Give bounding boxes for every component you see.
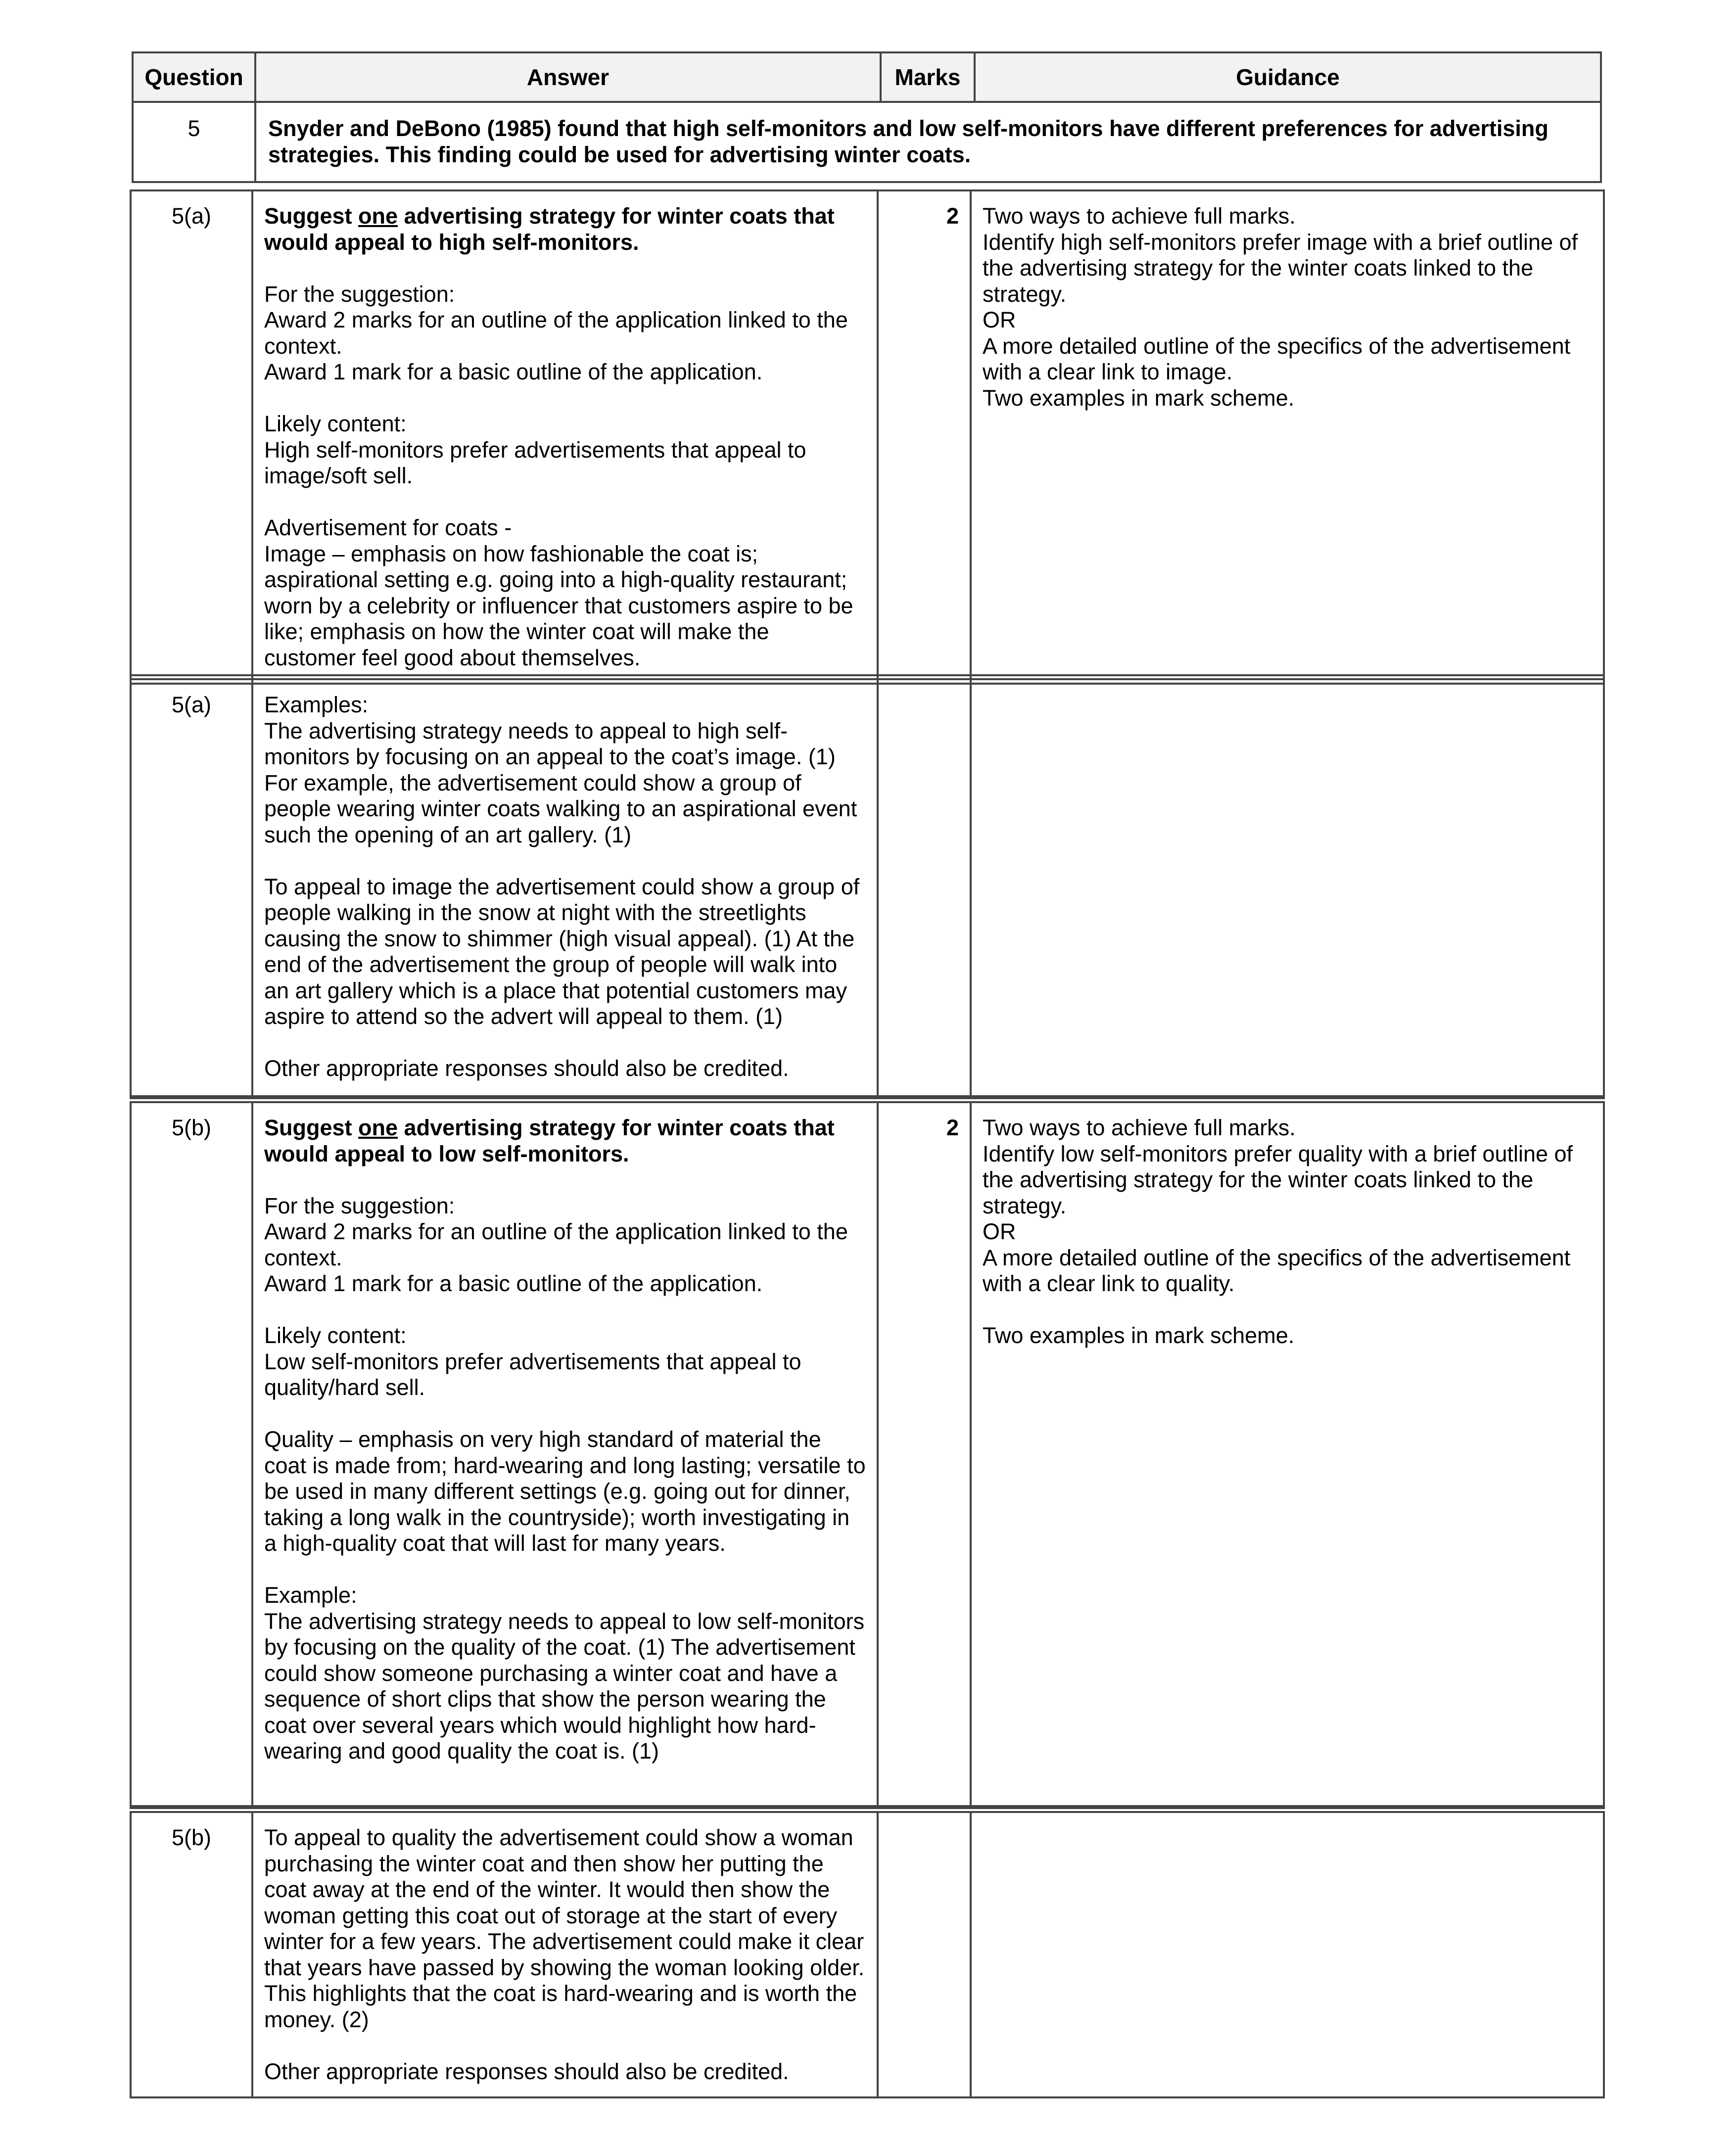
likely-content-text: Low self-monitors prefer advertisements that appeal to quality/hard sell.: [264, 1348, 801, 1400]
intro-question-number: 5: [133, 102, 255, 182]
question-prompt: Suggest one advertising strategy for winter coats that would appeal to low self-monitors.: [264, 1115, 835, 1166]
award-2-text: Award 2 marks for an outline of the application linked to the context.: [264, 1219, 848, 1270]
guidance-line: Two examples in mark scheme.: [983, 1323, 1295, 1348]
suggestion-heading: For the suggestion:: [264, 1193, 455, 1218]
column-header-marks: Marks: [881, 52, 975, 102]
question-label: 5(a): [131, 190, 252, 684]
award-1-text: Award 1 mark for a basic outline of the application.: [264, 359, 763, 384]
award-1-text: Award 1 mark for a basic outline of the application.: [264, 1271, 763, 1296]
section-5a: [130, 189, 1605, 685]
guidance-line: Two ways to achieve full marks.: [983, 203, 1296, 229]
answer-cell: [252, 190, 878, 684]
question-label: 5(a): [131, 677, 252, 1096]
suggestion-heading: For the suggestion:: [264, 281, 455, 307]
guidance-cell: [971, 190, 1604, 684]
guidance-cell: [971, 677, 1604, 1096]
guidance-line: Two ways to achieve full marks.: [983, 1115, 1296, 1140]
guidance-line: Two examples in mark scheme.: [983, 385, 1295, 411]
other-responses-note: Other appropriate responses should also be credited.: [264, 2058, 789, 2084]
header-table: [132, 51, 1602, 183]
intro-stem-text: Snyder and DeBono (1985) found that high self-monitors and low self-monitors have different preferences for advertising strategies. This finding could be used for advertising winter coats.: [255, 102, 1601, 182]
example-heading: Example:: [264, 1582, 357, 1608]
guidance-line: OR: [983, 307, 1016, 332]
guidance-line: A more detailed outline of the specifics of the advertisement with a clear link to image.: [983, 333, 1571, 384]
marks-value: 2: [878, 190, 971, 684]
question-prompt: Suggest one advertising strategy for winter coats that would appeal to high self-monitors.: [264, 203, 835, 255]
example-text: The advertising strategy needs to appeal to high self-monitors by focusing on an appeal to the coat’s image. (1) For example, the advertisement could show a group of people wearing winter coats walking to an aspirational event such the opening of an art gallery. (1): [264, 718, 857, 847]
column-header-answer: Answer: [255, 52, 881, 102]
question-label: 5(b): [131, 1810, 252, 2097]
guidance-line: Identify high self-monitors prefer image with a brief outline of the advertising strategy for the winter coats linked to the strategy.: [983, 229, 1578, 307]
intro-row: [133, 102, 1601, 182]
marks-value: [878, 677, 971, 1096]
answer-cell: [252, 1810, 878, 2097]
table-row: [131, 190, 1604, 684]
answer-cell: [252, 1100, 878, 1806]
table-row: [131, 677, 1604, 1096]
question-label: 5(b): [131, 1100, 252, 1806]
example-text: To appeal to quality the advertisement could show a woman purchasing the winter coat and then show her putting the coat away at the end of the winter. It would then show the woman getting this coat out of storage at the start of every winter for a few years. The advertisement could make it clear that years have passed by showing the woman looking older. This highlights that the coat is hard-wearing and is worth the money. (2): [264, 1825, 865, 2032]
section-5b: [130, 1097, 1605, 1807]
award-2-text: Award 2 marks for an outline of the application linked to the context.: [264, 307, 848, 359]
section-5b-continued: [130, 1807, 1605, 2098]
column-header-question: Question: [133, 52, 255, 102]
section-5a-continued: [130, 674, 1605, 1097]
example-text: The advertising strategy needs to appeal to low self-monitors by focusing on the quality of the coat. (1) The advertisement could show someone purchasing a winter coat and have a sequence of short clips that show the person wearing the coat over several years which would highlight how hard-wearing and good quality the coat is. (1): [264, 1608, 865, 1764]
guidance-line: OR: [983, 1219, 1016, 1244]
likely-content-heading: Likely content:: [264, 411, 407, 436]
marks-value: 2: [878, 1100, 971, 1806]
table-row: [131, 1100, 1604, 1806]
marks-value: [878, 1810, 971, 2097]
guidance-line: Identify low self-monitors prefer quality with a brief outline of the advertising strategy for the winter coats linked to the strategy.: [983, 1141, 1573, 1218]
table-row: [131, 1810, 1604, 2097]
likely-content-heading: Likely content:: [264, 1323, 407, 1348]
header-row: [133, 52, 1601, 102]
example-text: To appeal to image the advertisement could show a group of people walking in the snow at night with the streetlights causing the snow to shimmer (high visual appeal). (1) At the end of the advertisement the group of people will walk into an art gallery which is a place that potential customers may aspire to attend so the advert will appeal to them. (1): [264, 874, 860, 1029]
advertisement-heading: Advertisement for coats -: [264, 515, 512, 540]
column-header-guidance: Guidance: [975, 52, 1601, 102]
answer-cell: [252, 677, 878, 1096]
guidance-cell: [971, 1100, 1604, 1806]
quality-text: Quality – emphasis on very high standard of material the coat is made from; hard-wearing and long lasting; versatile to be used in many different settings (e.g. going out for dinner, taking a long walk in the countryside); worth investigating in a high-quality coat that will last for many years.: [264, 1427, 866, 1556]
advertisement-text: Image – emphasis on how fashionable the coat is; aspirational setting e.g. going into a high-quality restaurant; worn by a celebrity or influencer that customers aspire to be like; emphasis on how the winter coat will make the customer feel good about themselves.: [264, 541, 853, 670]
guidance-line: A more detailed outline of the specifics of the advertisement with a clear link to quality.: [983, 1245, 1571, 1296]
other-responses-note: Other appropriate responses should also be credited.: [264, 1056, 789, 1081]
likely-content-text: High self-monitors prefer advertisements that appeal to image/soft sell.: [264, 437, 806, 488]
examples-heading: Examples:: [264, 692, 369, 717]
guidance-cell: [971, 1810, 1604, 2097]
